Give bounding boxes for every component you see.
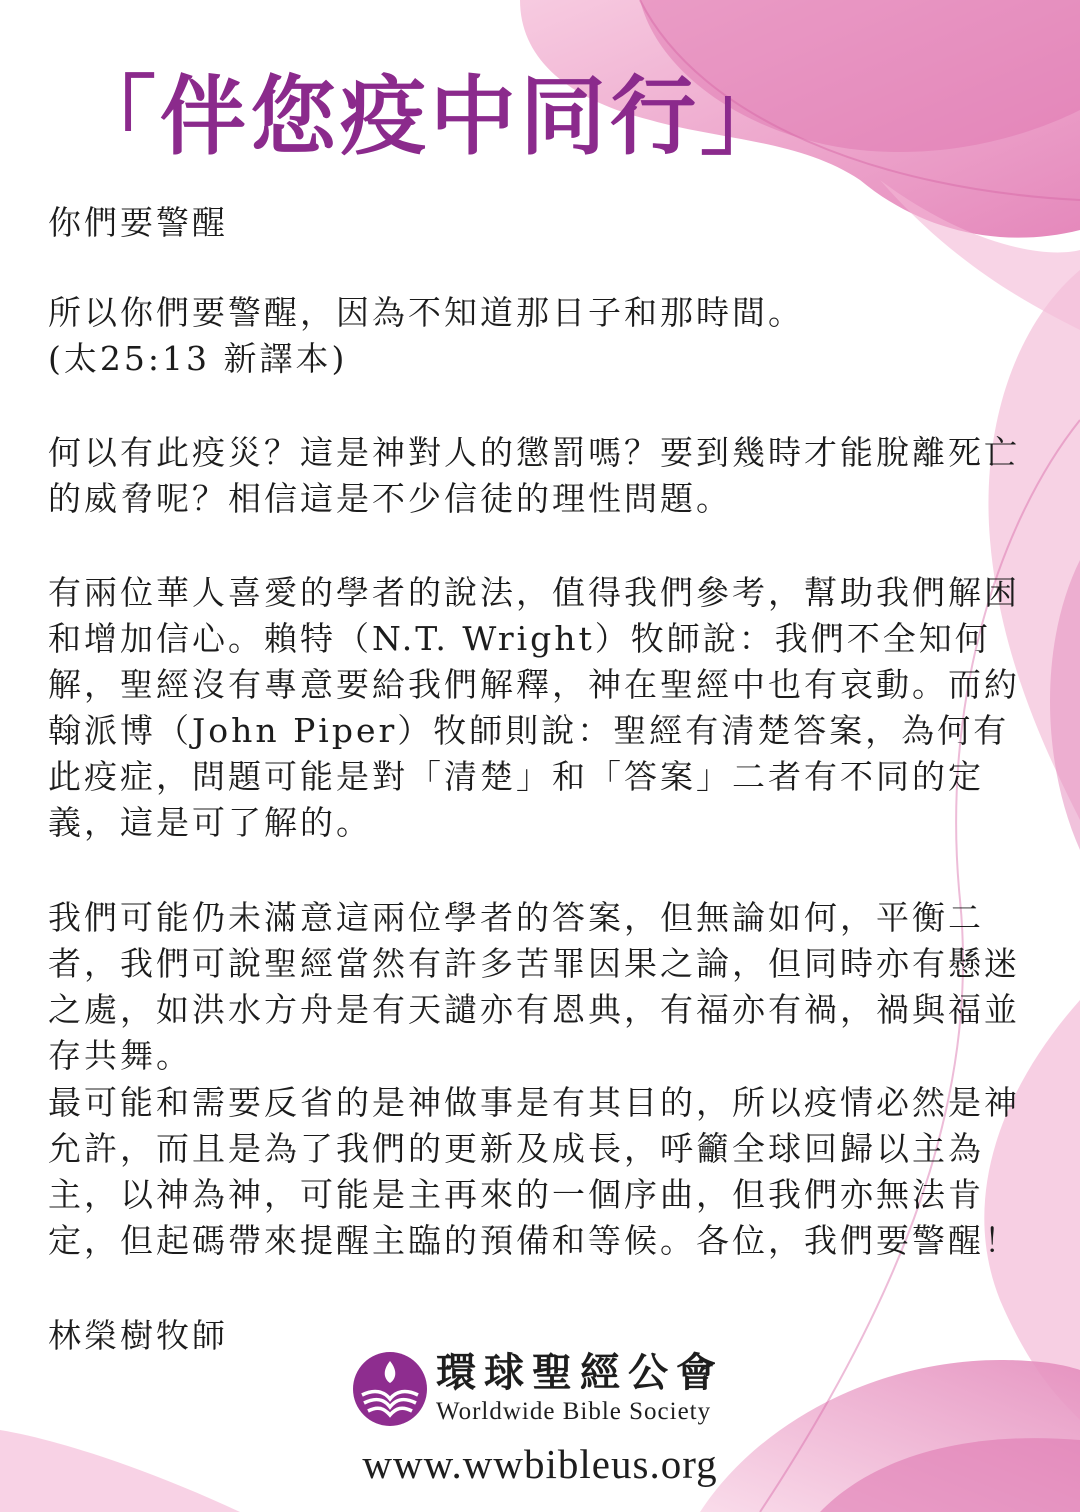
paragraph-4	[48, 1080, 1038, 1264]
verse-reference: (太25:13 新譯本)	[48, 339, 348, 378]
paragraph-text: 有兩位華人喜愛的學者的說法，值得我們參考，幫助我們解困和增加信心。賴特（N.T. Wright）牧師說：我們不全知何解，聖經沒有專意要給我們解釋，神在聖經中也有哀動。而約翰派博（John Piper）牧師則說：聖經有清楚答案，為何有此疫症，問題可能是對「清楚」和「答案」二者有不同的定義，這是可了解的。	[48, 573, 1020, 842]
section-heading	[48, 200, 1038, 246]
paragraph-text: 最可能和需要反省的是神做事是有其目的，所以疫情必然是神允許，而且是為了我們的更新及成長，呼籲全球回歸以主為主，以神為神，可能是主再來的一個序曲，但我們亦無法肯定，但起碼帶來提醒主臨的預備和等候。各位，我們要警醒！	[48, 1083, 1020, 1260]
bible-verse	[48, 290, 1038, 382]
paragraph-3	[48, 895, 1038, 1079]
organization-name-zh: 環球聖經公會	[436, 1349, 724, 1396]
paragraph-2	[48, 570, 1038, 846]
page-title: 「伴您疫中同行」	[70, 67, 790, 167]
verse-text: 所以你們要警醒，因為不知道那日子和那時間。	[48, 293, 804, 332]
organization-logo	[352, 1350, 724, 1428]
bible-flame-logo-icon	[352, 1351, 428, 1427]
paragraph-text: 何以有此疫災？這是神對人的懲罰嗎？要到幾時才能脫離死亡的威脅呢？相信這是不少信徒的理性問題。	[48, 433, 1020, 518]
paragraph-text: 我們可能仍未滿意這兩位學者的答案，但無論如何，平衡二者，我們可說聖經當然有許多苦罪因果之論，但同時亦有懸迷之處，如洪水方舟是有天譴亦有恩典，有福亦有禍，禍與福並存共舞。	[48, 898, 1020, 1075]
logo-text	[436, 1350, 724, 1428]
paragraph-1	[48, 430, 1038, 522]
signature-text: 林榮樹牧師	[48, 1316, 228, 1355]
organization-name-en: Worldwide Bible Society	[436, 1398, 712, 1425]
heading-text: 你們要警醒	[48, 203, 228, 242]
website-url[interactable]: www.wwbibleus.org	[362, 1441, 718, 1487]
